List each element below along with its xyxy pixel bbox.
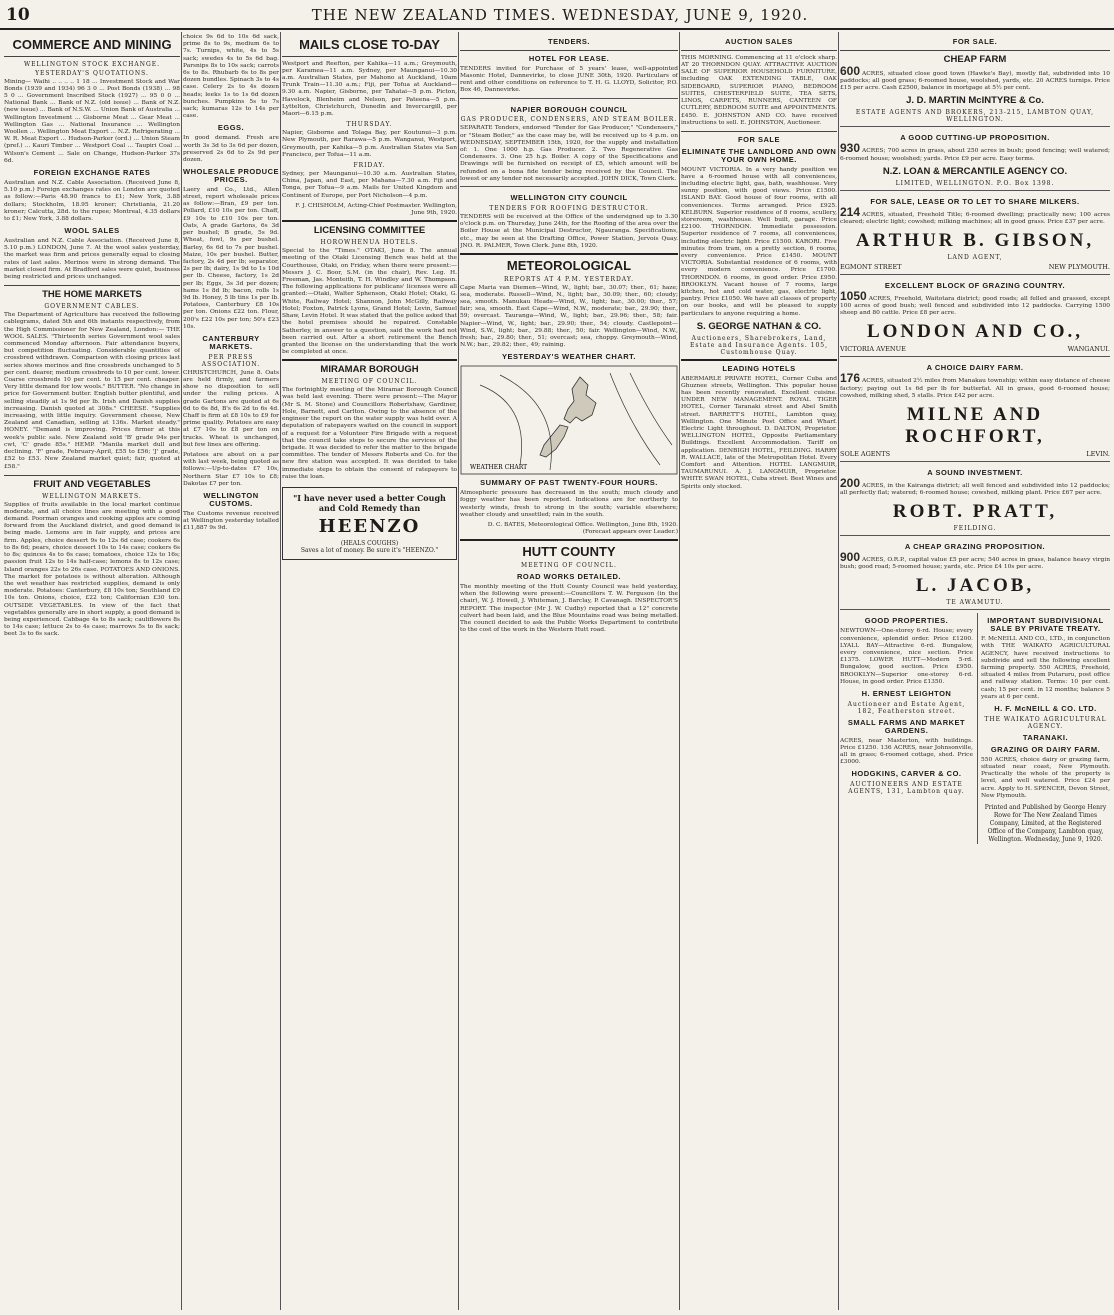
section-heading: ROAD WORKS DETAILED.: [516, 572, 622, 582]
advert-heading: ELIMINATE THE LANDLORD AND OWN YOUR OWN HOME.: [681, 146, 837, 164]
section-heading: EGGS.: [217, 123, 245, 133]
advert-agent: J. D. MARTIN McINTYRE & Co.: [906, 95, 1044, 107]
advert-text: NEWTOWN—One-storey 6-rd. House; every convenience, splendid order. Price £1200. LYALL BAY—Attractive 6-rd. Bungalow, every convenience, nice section. Price £1375. LOWER HUTT—Modern 5-rd. Bungalow, good section. Price £950. BROOKLYN—Superior one-storey 6-rd. House, in good order. Price £1350.: [840, 628, 973, 685]
subheading: FEILDING.: [953, 525, 997, 533]
article-text: Australian and N.Z. Cable Association. (Received June 8, 5.10 p.m.) Foreign exchanges rates on London are quoted as follow:—Paris 48.90 francs to £1; New York, 3.88 dollars; Stockholm, 18.95 kroner; Christiania, 21.20 kroner; Calcutta, 28d. to the rupee; Montreal, 4.35 dollars to £1; New York, 3.88 dollars.: [4, 179, 180, 222]
section-heading: FOR SALE: [738, 134, 780, 144]
article-text: Supplies of fruits available in the local market continue moderate, and all choice lines are meeting with a good demand. Poorman oranges and cooking apples are coming forward from the Auckland district, and good demand is being made. Lemons are in fair supply, and prices are firm. Apples, choice dessert 9s to 12s 6d case; cookers 6s to 8s 6d; pears, choice dessert 10s to 14s case; cookers 6s to 8s; quinces 4s to 6s case; tomatoes, choice 12s to 16s; passion fruit 12s to 14s half-case; lemons 8s to 12s case; Island oranges 22s to 26s case. POTATOES AND ONIONS. The market for potatoes is without alteration. Although the wet weather has restricted supplies, demand is only moderate. Potatoes: Canterbury, £8 10s ton; Southland £9 10s ton. Onions, choice, £22 ton; Californian £30 ton. OUTSIDE VEGETABLES. In view of the fact that vegetables generally are in short supply, a good demand is being experienced. Cabbage 4s to 8s sack; cauliflowers 8s to 14s case; lettuce 2s to 4s case; marrows 5s to 8s sack; beet 3s to 6s sack.: [4, 501, 180, 638]
subheading: LIMITED, WELLINGTON. P.O. Box 1398.: [895, 179, 1055, 187]
advert-tagline: Saves a lot of money. Be sure it's "HEENZO.": [300, 546, 439, 554]
advert-heading: CHEAP FARM: [943, 53, 1007, 65]
advert-text: TENDERS will be received at the Office of the undersigned up to 3.30 o'clock p.m. on Thursday, June 24th, for the Roofing of the area over the Boiler House at the Municipal Destructor, Ngauranga. Specifications, etc., may be seen at the Drafting Office, Power Station, Jervois Quay. JNO. R. PALMER, Town Clerk. June 8th, 1920.: [460, 213, 678, 249]
agent-town: NEW PLYMOUTH.: [1048, 262, 1110, 271]
signature: F. J. CHISHOLM, Acting-Chief Postmaster. Wellington, June 9th, 1920.: [295, 202, 457, 217]
section-heading: FRUIT AND VEGETABLES: [33, 478, 151, 490]
section-heading: LICENSING COMMITTEE: [313, 225, 426, 237]
section-heading: MAILS CLOSE TO-DAY: [299, 37, 440, 52]
advert-agent: H. F. McNEILL & CO. LTD.: [994, 704, 1097, 714]
article-text: Atmospheric pressure has decreased in the south; much cloudy and foggy weather has been reported. Indications are for northerly to westerly winds, fresh to strong in the south; variable elsewhere; weather cloudy and unsettled; rain in the south.: [460, 490, 678, 518]
subheading: THE WAIKATO AGRICULTURAL AGENCY.: [984, 715, 1107, 730]
acreage: 214: [840, 204, 861, 219]
newspaper-title: THE NEW ZEALAND TIMES. WEDNESDAY, JUNE 9, 1920.: [311, 6, 809, 24]
advert-agent: L. JACOB,: [915, 575, 1035, 597]
section-heading: CANTERBURY MARKETS.: [202, 333, 260, 351]
subheading: TENDERS FOR ROOFING DESTRUCTOR.: [489, 204, 649, 212]
subheading: GOVERNMENT CABLES.: [44, 303, 140, 311]
acreage: 200: [840, 475, 861, 490]
advert-heading: GOOD PROPERTIES.: [864, 616, 949, 626]
acreage: 600: [840, 63, 861, 78]
north-island-outline: [564, 377, 596, 423]
advert-heading: SMALL FARMS AND MARKET GARDENS.: [847, 717, 966, 735]
subheading: REPORTS AT 4 P.M. YESTERDAY.: [504, 275, 634, 283]
section-heading: MIRAMAR BOROUGH: [320, 364, 419, 376]
section-heading: AUCTION SALES: [725, 37, 793, 46]
advert-text: F. McNEILL AND CO., LTD., in conjunction with THE WAIKATO AGRICULTURAL AGENCY, have received instructions to subdivide and sell the following excellent farming property. 550 ACRES, Freehold, situated 4 miles from Putaruru, post office and railway station. Terms: 10 per cent. cash; 15 per cent. in 12 months; balance 5 years at 6 per cent.: [980, 636, 1110, 700]
subheading: TE AWAMUTU.: [946, 599, 1004, 607]
section-heading: WOOL SALES: [64, 226, 120, 236]
column-tenders: [460, 34, 678, 1304]
article-text: The fortnightly meeting of the Miramar Borough Council was held last evening. There were present:—The Mayor (Mr S. M. Stone) and Councillors Robertshaw, Gardiner, Hole, Barnett, and Carlton. Owing to the absence of the engineer the report on the water supply was held over. A deputation of ratepayers waited on the council in support of a request for a Volunteer Fire Brigade with a request that the council take steps to secure the services of the brigade. It was decided to refer the matter to the brigade committee. The tender of Messrs Roberts and Co. for the new fire station was accepted. It was decided to take immediate steps to obtain the consent of ratepayers to raise the loan.: [282, 387, 457, 480]
column-rule: [679, 32, 680, 1310]
advert-text: ACRES, situated 2½ miles from Manakau township; within easy distance of cheese factory; paying out 1s 6d per lb for butterfat. All in grass, good 6-roomed house; cowshed, milking shed, 5 stalls. Price £42 per acre.: [840, 378, 1110, 399]
advert-heading: EXCELLENT BLOCK OF GRAZING COUNTRY.: [884, 280, 1066, 290]
chart-title: YESTERDAY'S WEATHER CHART.: [502, 352, 636, 362]
article-text: The Customs revenue received at Wellington yesterday totalled £11,887 9s 9d.: [183, 510, 279, 532]
subheading: WELLINGTON MARKETS.: [42, 492, 142, 500]
advert-text: ACRES, situated, Freehold Title; 6-roomed dwelling; practically new; 100 acres cleared; electric light; cowshed; milking machines; all in good grass. Price £37 per acre.: [840, 211, 1110, 225]
advert-heading: GRAZING OR DAIRY FARM.: [990, 744, 1101, 754]
isobar-line: [630, 373, 672, 445]
article-text: Cape Maria van Diemen—Wind, W., light; bar., 30.07; ther., 61; haze; sea, moderate. Russell—Wind, N., light; bar., 30.09; ther., 60; cloudy; sea, smooth. Manukau Heads—Wind, W., light; bar., 30.00; ther., 57; fair; sea, smooth. East Cape—Wind, N.W., moderate; bar., 29.90; ther., 59; overcast. Tauranga—Wind, W., light; bar., 29.96; ther., 58; fair. Napier—Wind, W., light; bar., 29.90; ther., 54; cloudy. Castlepoint—Wind, S.W., light; bar., 29.88; ther., 50; fair. Wellington—Wind, N.W., fresh; bar., 29.80; ther., 51; overcast; sea, choppy. Greymouth—Wind, N.W.; bar., 29.82; ther., 49; raining.: [460, 284, 678, 349]
article-text: Sydney, per Maunganui—10.30 a.m. Australian States, China, Japan, and East, per Mahana—7.30 a.m. Fiji and Tonga, per Tofua—9 a.m. Mails for United Kingdom and Continent of Europe, per Port Nicholson—4 p.m.: [282, 171, 457, 199]
advert-agent: S. GEORGE NATHAN & CO.: [696, 320, 822, 332]
article-text: Mining— Waihi .. .. .. .. 1 18 ... Investment Stock and War Bonds (1939 and 1934) 96 3 0 ... Post Bonds (1938) ... 98 5 0 ... Government Inscribed Stock (1927) ... 95 0 0 ... National Bank ... Bank of N.Z. (old issue) ... Bank of N.Z. (new issue) ... Bank of N.S.W. ... Union Bank of Australia ... Wellington Investment ... Gisborne Meat ... Gear Meat ... Wellington Gas ... National Insurance ... Wellington Woollen ... Wellington Meat Export ... N.Z. Refrigerating ... W. R. Meat Export ... Hudson-Parker (ord.) ... Union Steam (pref.) ... Kauri Timber ... Westport Coal ... Taupiri Coal ... Wilson's Cement ... Sale on Change, Hudson-Parker 37s 6d.: [4, 78, 180, 164]
advert-text: [840, 141, 1110, 162]
subheading: FRIDAY.: [353, 162, 386, 170]
advert-text: [840, 204, 1110, 226]
agent-town: WANGANUI.: [1067, 345, 1110, 354]
article-text: Special to the "Times." OTAKI, June 8. The annual meeting of the Otaki Licensing Bench was held at the Courthouse, Otaki, on Friday, when there were present:—Messrs J. C. Boor, S.M. (in the chair), Rev. Leg. H. Freeman, Jas. Monteith, T. H. Windley and W. Thompson. The following applications for publicans' licenses were all granted:—Otaki, Walter Sphenson, Otaki Hotel; Otaki, G. White, Railway Hotel; Shannon, John McGilly, Railway Hotel; Foxton, Patrick Lyons, Grand Hotel; Levin, Samuel Shaw, Levin Hotel. It was stated that the police asked that the hotel premises should be repaired. Constable Satherley, in answer to a question, said the work had not been carried out. After a short retirement the Bench granted the license on the understanding that the work be completed at once.: [282, 248, 457, 356]
subheading: Auctioneer and Estate Agent, 182, Featherston street.: [847, 700, 966, 715]
agent-address: VICTORIA AVENUE: [840, 345, 906, 354]
article-text: Australian and N.Z. Cable Association. (Received June 8, 5.10 p.m.) LONDON, June 7. At the wool sales yesterday, the market was firm and prices generally equal to closing rates of last sales. Merinos were in strong demand. The market closed firm. At Bradford sales were quiet, business being restricted and prices unchanged.: [4, 238, 180, 281]
article-text: Potatoes are about on a par with last week, being quoted as follows:—Up-to-dates £7 10s, Northern Star £7 10s to £8; Dakotas £7 per ton.: [183, 451, 279, 487]
subheading: AUCTIONEERS AND ESTATE AGENTS, 131, Lambton quay.: [848, 781, 965, 796]
advert-text: [840, 288, 1110, 318]
section-heading: WELLINGTON CUSTOMS.: [203, 490, 259, 508]
advert-text: ACRES, in the Kairanga district; all well fenced and subdivided into 12 paddocks; all perfectly flat; watered; 6-roomed house; cowshed, milking plant. Price £67 per acre.: [840, 482, 1110, 496]
advert-tagline: (HEALS COUGHS): [340, 539, 399, 547]
subheading: GAS PRODUCER, CONDENSERS, AND STEAM BOILER.: [460, 116, 678, 124]
acreage: 1050: [840, 288, 867, 303]
article-text: Napier, Gisborne and Tolaga Bay, per Koutunui—3 p.m. New Plymouth, per Rarawa—5 p.m. Wanganui, Westport, Greymouth, per Kahika—5 p.m. Australian States via San Francisco, per Tofua—11 a.m.: [282, 130, 457, 158]
section-heading: THE HOME MARKETS: [42, 289, 142, 301]
advert-agent: H. ERNEST LEIGHTON: [861, 688, 952, 698]
heenzo-advert: [282, 487, 457, 560]
subheading: PER PRESS ASSOCIATION.: [201, 353, 261, 368]
acreage: 176: [840, 371, 861, 386]
article-text: Westport and Reefton, per Kahika—11 a.m.; Greymouth, per Karamea—11 a.m. Sydney, per Maunganui—10.30 a.m. Australian States, per Mahono at Auckland, 10am Trunk Train—11.30 a.m.; Fiji, per Tofua at Auckland—9.30 a.m. Napier, Gisborne, per Tahatai—5 p.m. Picton, Havelock, Blenheim and Nelson, per Pateena—5 p.m. Lyttelton, Christchurch, Dunedin and Invercargill, per Maori—6.15 p.m.: [282, 60, 457, 118]
section-heading: SUMMARY OF PAST TWENTY-FOUR HOURS.: [480, 478, 658, 488]
section-heading: LEADING HOTELS: [722, 363, 796, 373]
advert-heading: A GOOD CUTTING-UP PROPOSITION.: [900, 133, 1050, 143]
agent-town: LEVIN.: [1086, 449, 1110, 458]
agent-label: SOLE AGENTS: [840, 449, 891, 458]
advert-agent: N.Z. LOAN & MERCANTILE AGENCY CO.: [882, 165, 1068, 177]
column-mails: [282, 34, 457, 1304]
advert-text: ACRES; 700 acres in grass, about 250 acres in bush; good fencing; well watered; 6-roomed house; woolshed; yards. Price £9 per acre. Easy terms.: [840, 148, 1110, 162]
acreage: 930: [840, 141, 861, 156]
acreage: 900: [840, 550, 861, 565]
column-rule: [838, 32, 839, 1310]
advert-heading: NAPIER BOROUGH COUNCIL: [510, 104, 628, 114]
advert-heading: A SOUND INVESTMENT.: [927, 467, 1023, 477]
advert-heading: A CHEAP GRAZING PROPOSITION.: [904, 542, 1046, 552]
subheading: WELLINGTON STOCK EXCHANGE.: [23, 60, 161, 68]
subheading: HOROWHENUA HOTELS.: [320, 239, 419, 247]
section-heading: HUTT COUNTY: [522, 544, 616, 560]
column-auctions: [681, 34, 837, 1304]
advert-text: ACRES, situated close good town (Hawke's Bay), mostly flat, subdivided into 10 paddocks; all good grass; 6-roomed house, woolshed, yards, etc. 20 ACRES turnips. Price £15 per acre. Cash £2500, balance in mortgage at 5½ per cent.: [840, 70, 1110, 92]
advert-text: [840, 475, 1110, 497]
masthead: [0, 0, 1114, 30]
advert-agent: LONDON AND CO.,: [866, 321, 1083, 343]
subheading: ESTATE AGENTS AND BROKERS, 213-215, LAMBTON QUAY, WELLINGTON.: [855, 109, 1095, 124]
advert-heading: WELLINGTON CITY COUNCIL: [510, 193, 628, 203]
advert-quote: "I have never used a better Cough and Cold Remedy than: [293, 492, 446, 513]
advert-text: ACRES, O.R.P., capital value £5 per acre; 540 acres in grass, balance heavy virgin bush; good road; 5-roomed house; yards, etc. Price £4 10s per acre.: [840, 557, 1110, 571]
advert-text: ACRES, near Masterton, with buildings. Price £1250. 136 ACRES, near Johnsonville, all in grass; 6-roomed cottage, shed. Price £3000.: [840, 737, 973, 766]
advert-agent: MILNE AND ROCHFORT,: [905, 403, 1045, 447]
advert-heading: HOTEL FOR LEASE.: [528, 53, 610, 63]
section-heading: TENDERS.: [548, 37, 590, 46]
section-heading: COMMERCE AND MINING: [12, 37, 172, 52]
advert-heading: FOR SALE, LEASE OR TO LET TO SHARE MILKERS.: [870, 196, 1080, 206]
subheading: Auctioneers, Sharebrokers, Land, Estate and Insurance Agents. 105, Customhouse Quay.: [689, 334, 829, 356]
subheading: YESTERDAY'S QUOTATIONS.: [35, 69, 149, 77]
advert-text: MOUNT VICTORIA. In a very handy position we have a 6-roomed house with all conveniences, including electric light, gas, bath, washhouse. Very sunny position, with good views. Price £1500. ISLAND BAY. Good house of four rooms, with all conveniences. Terms arranged. Price £925. KELBURN. Superior residence of 8 rooms, scullery, storeroom, washhouse. Well built, garage. Price £2100. THORNDON. Immediate possession. Superior residence of 7 rooms, all conveniences, including electric light. Price £1500. KARORI. Five minutes from tram, on a pretty section, 6 rooms, every convenience. Price £1450. MOUNT VICTORIA. Substantial residence of 6 rooms, with every modern convenience. Price £1700. THORNDON. 6 rooms, in good order. Price £950. BROOKLYN. Vacant house of 7 rooms, large kitchen, hot and cold water, gas, electric light, pantry. Price £1050. We have all classes of property on our books, and will be pleased to supply particulars to anyone requiring a home.: [681, 166, 837, 317]
imprint: Printed and Published by George Henry Rowe for The New Zealand Times Company, Limited, at the Registered Office of the Company, Lambton quay, Wellington. Wednesday, June 9, 1920.: [984, 803, 1107, 843]
advert-agent: HODGKINS, CARVER & CO.: [851, 769, 962, 779]
column-commerce: [4, 34, 180, 1304]
column-rule: [280, 32, 281, 1310]
column-rule: [458, 32, 459, 1310]
isobar-line: [610, 373, 660, 465]
section-heading: METEOROLOGICAL: [506, 257, 632, 273]
advert-text: THIS MORNING. Commencing at 11 o'clock sharp. AT 20 THORNDON QUAY. ATTRACTIVE AUCTION SALE OF SUPERIOR HOUSEHOLD FURNITURE, including OAK EXTENDING TABLE, OAK SIDEBOARD, SUPERIOR PIANO, BEDROOM SUITES, CHESTERFIELD SUITE, TEA SETS, LINOS, CARPETS, RUNNERS, CANTEEN OF CUTLERY, BEDROOM SUITE and APPOINTMENTS. £450. E. JOHNSTON AND CO. have received instructions to sell. E. JOHNSTON, Auctioneer.: [681, 54, 837, 126]
article-text: Laery and Co., Ltd., Allen street, report wholesale prices as follow:—Bran, £9 per ton. Pollard, £10 10s per ton. Chaff, £9 10s to £10 10s per ton. Oats, A grade Gartons, 6s 3d per bushel; B grade, 5s 9d. Wheat, fowl, 9s per bushel. Barley, 6s 6d to 7s per bushel. Maize, 10s per bushel. Butter, factory, 2s 4d per lb; separator, 2s per lb; dairy, 1s 9d to 1s 10d per lb. Cheese, factory, 1s 2d per lb; Eggs, 3s 3d per dozen; hams 1s 8d lb; bacon, rolls 1s 9d lb. Honey, 5 lb tins 1s per lb. Potatoes, Canterbury £8 10s per ton. Onions £22 ton. Flour, 200's £22 10s per ton; 50's £23 10s.: [183, 186, 279, 330]
weather-chart: [460, 365, 678, 475]
advert-text: [840, 63, 1110, 93]
advert-heading: A CHOICE DAIRY FARM.: [926, 363, 1024, 373]
advert-text: [840, 550, 1110, 571]
section-heading: FOREIGN EXCHANGE RATES: [33, 168, 151, 178]
column-farms: [840, 34, 1110, 1304]
advert-agent: ROBT. PRATT,: [892, 501, 1058, 523]
article-text: CHRISTCHURCH, June 8. Oats are held firmly, and farmers show no disposition to sell under the ruling prices. A grade Gartons are quoted at 6s 6d to 6s 8d, B's 6s 2d to 6s 4d. Chaff is firm at £8 10s to £9 for prime quality. Potatoes are easy at £7 10s to £8 per ton on trucks. Wheat is unchanged, but few lines are offering.: [183, 369, 279, 448]
article-text: The Department of Agriculture has received the following cablegrams, dated 5th and 6th instants respectively, from the High Commissioner for New Zealand, London:— THE WOOL SALES. "Thirteenth series Government wool sales commenced Monday afternoon. Fair attendance buyers, but competition fluctuating. Considerable quantities of crossbred withdrawn. Comparison with closing prices last series shows merinos and fine crossbreds unchanged to 5 per cent. dearer, medium crossbreds to 10 per cent. lower. Coarse crossbreds 10 per cent. to 15 per cent. cheaper. Very little demand for low wools." BUTTER. "No change in price for Government butter. English butter plentiful, and selling steadily at 1s 9d per lb. Irish and Danish supplies increasing. Danish quoted at 308s." CHEESE. "Supplies increasing, with little inquiry. Government cheese, New Zealand and Canadian, selling at 136s. Market steady." HONEY. "Demand is improving. Prices firmer at this week's public sale. New Zealand sold 'B' grade 94s per cwt, 'C' grade 85s." HEMP. "Manila market dull and declining. 'F' grade, February-April, £55 to £56; 'J' grade, £52 to £53. New Zealand market quiet; fair, quoted at £58.": [4, 312, 180, 470]
isobar-line: [480, 385, 522, 465]
column-produce: [183, 34, 279, 1304]
advert-heading: IMPORTANT SUBDIVISIONAL SALE BY PRIVATE TREATY.: [987, 616, 1104, 634]
agent-address: EGMONT STREET: [840, 262, 902, 271]
advert-agent: ARTHUR B. GIBSON,: [855, 229, 1095, 251]
subheading: MEETING OF COUNCIL.: [521, 562, 617, 570]
article-text: The monthly meeting of the Hutt County Council was held yesterday, when the following were present:—Councillors T. W. Ferguson (in the chair), W. J. Howell, J. Whiteman, J. Barclay, P. Cavanagh. INSPECTOR'S REPORT. The inspector (Mr J. W. Cudby) reported that a 12" concrete culvert had been laid, and the Blue Mountains road was being metalled. The council decided to ask the Public Works Department to contribute to the cost of the work in the Western Hutt road.: [460, 583, 678, 634]
advert-brand: HEENZO: [318, 515, 421, 537]
advert-text: ABERMARLE PRIVATE HOTEL, Corner Cuba and Ghuznee streets, Wellington. This popular house has been recently renovated. Excellent cuisine. UNDER NEW MANAGEMENT. ROYAL TIGER HOTEL, Corner Taranaki street and Abel Smith street. BARRETT'S HOTEL, Lambton quay, Wellington. One Minute Post Office and Wharf. Electric Light throughout. D. DALTON, Proprietor. WELLINGTON HOTEL, Opposite Parliamentary Buildings. Excellent Accommodation. Tariff on application. DENBIGH HOTEL, FEILDING. HARRY R. WALLACE, late of the Metropolitan Hotel. Every Comfort and Attention. HOTEL LANGMUIR, TAUMARUNUI. A. J. LANGMUIR, Proprietor. WHITE SWAN HOTEL, Cuba street. Best Wines and Spirits only stocked.: [681, 375, 837, 490]
article-text: In good demand. Fresh are worth 3s 3d to 3s 6d per dozen, preserved 2s 6d to 2s 9d per dozen.: [183, 135, 279, 163]
advert-text: ACRES, Freehold, Waitotara district; good roads; all felled and grassed, except 100 acres of good bush; well fenced and subdivided into 12 paddocks. Carrying 1500 sheep and 80 cattle. Price £8 per acre.: [840, 295, 1110, 317]
advert-text: TENDERS invited for Purchase of 5 years' lease, well-appointed Masonic Hotel, Dannevirke, to close JUNE 30th, 1920. Particulars of rent and other conditions on reference to T. H. G. LLOYD, Solicitor, P.O. Box 46, Dannevirke.: [460, 65, 678, 94]
advert-text: 550 ACRES, choice dairy or grazing farm, situated near coast, New Plymouth. Practically the whole of the property is level, and well watered. Price £24 per acre. Apply to H. SPENCER, Devon Street, New Plymouth.: [980, 756, 1110, 799]
article-text: choice 9s 6d to 10s 6d sack, prime 8s to 9s, medium 6s to 7s. Turnips, white, 4s to 5s sack; swedes 4s to 5s 6d bag. Parsnips 8s to 10s sack; carrots 6s to 8s. Rhubarb 6s to 8s per dozen bundles. Spinach 3s to 4s case. Celery 2s to 4s dozen heads; leeks 1s to 1s 6d dozen bunches. Pumpkins 5s to 7s sack; kumaras 12s to 14s per case.: [183, 34, 279, 120]
subheading: MEETING OF COUNCIL.: [321, 378, 418, 386]
chart-caption: WEATHER CHART: [470, 464, 528, 472]
subheading: LAND AGENT,: [947, 253, 1003, 261]
south-island-outline: [540, 425, 568, 457]
section-heading: WHOLESALE PRODUCE PRICES.: [183, 167, 279, 184]
advert-text: SEPARATE Tenders, endorsed "Tender for Gas Producer," "Condensers," or "Steam Boiler," as the case may be, will be received up to 4 p.m. on WEDNESDAY, SEPTEMBER 15th, 1920, for the supply and installation of: 1. One 1000 h.p. Gas Producer. 2. Two Regenerative Gas Condensers. 3. One 25 h.p. Boiler. A copy of the Specifications and Drawings will be furnished on receipt of £5, which amount will be refunded on a bona fide tender being received by the Council. The lowest or any tender not necessarily accepted. JOHN DICK, Town Clerk.: [460, 125, 678, 182]
advert-text: [840, 371, 1110, 400]
subheading: THURSDAY.: [346, 121, 393, 129]
signature: D. C. BATES, Meteorological Office. Wellington, June 8th, 1920. (Forecast appears over Leader.): [487, 521, 678, 536]
section-heading: FOR SALE.: [952, 37, 998, 46]
column-rule: [181, 32, 182, 1310]
advert-heading: TARANAKI.: [1022, 732, 1069, 742]
page-number: 10: [6, 5, 30, 25]
